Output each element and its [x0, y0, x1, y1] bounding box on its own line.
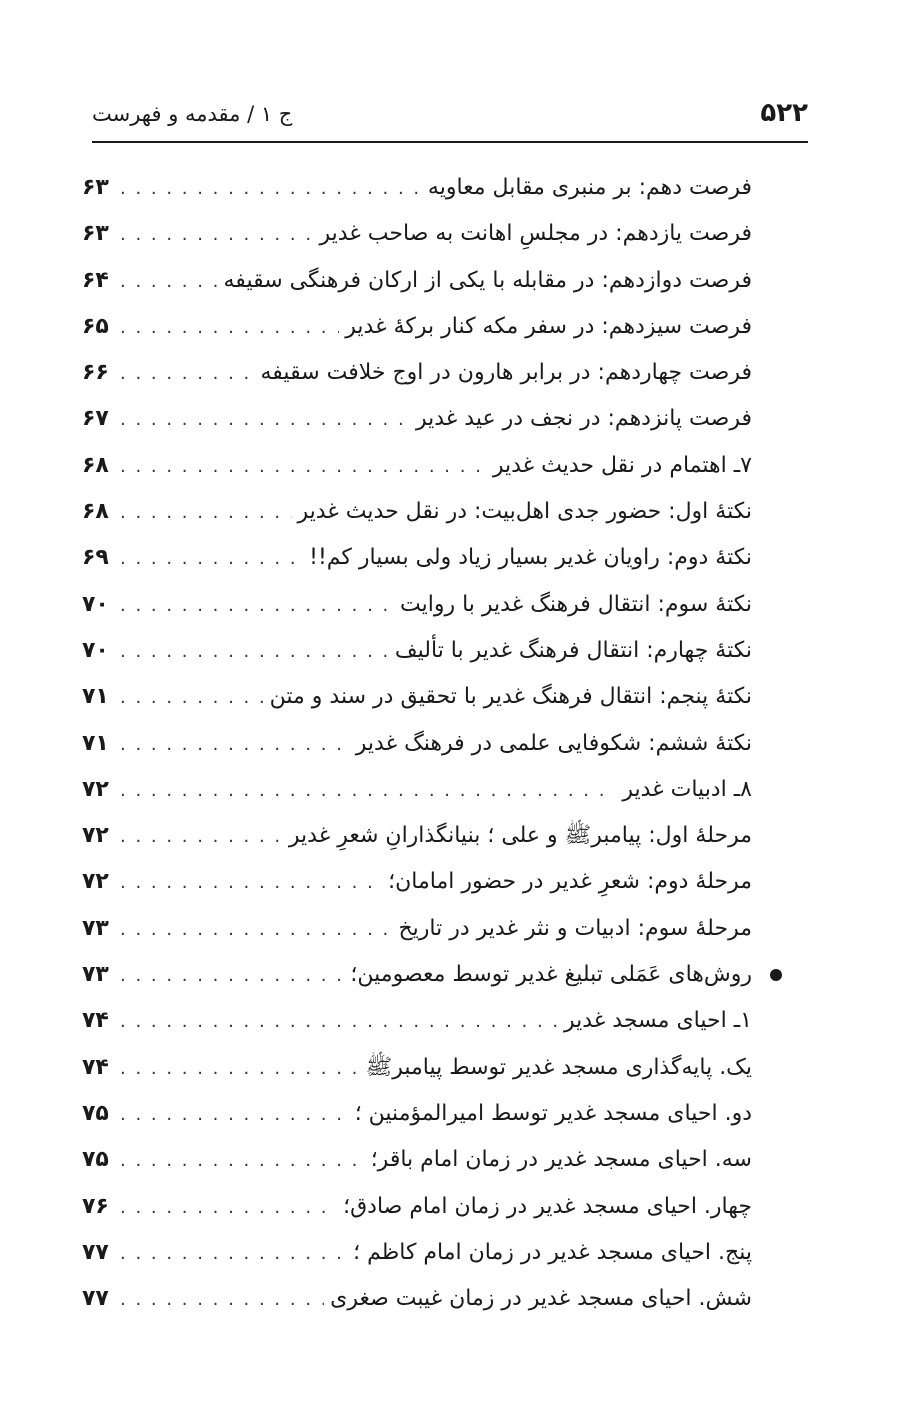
- bullet-icon: [770, 969, 782, 981]
- toc-dot-leader: [120, 863, 382, 903]
- toc-entry-title: چهار. احیای مسجد غدیر در زمان امام صادق؛: [343, 1193, 752, 1219]
- toc-entry: [82, 770, 752, 816]
- toc-dot-leader: [120, 215, 314, 255]
- header-rule: [92, 141, 808, 143]
- toc-entry-page: ۶۳: [82, 221, 109, 247]
- toc-dot-leader: [120, 725, 350, 765]
- toc-entry-title: فرصت پانزدهم: در نجف در عید غدیر: [415, 406, 752, 432]
- toc-entry-title: نکتهٔ دوم: راویان غدیر بسیار زیاد ولی بسیار کم!!: [309, 545, 752, 571]
- running-title: ج ۱ / مقدمه و فهرست: [92, 102, 293, 126]
- toc-entry-page: ۷۷: [82, 1286, 109, 1312]
- toc-entry: [82, 909, 752, 955]
- page-number: ۵۲۲: [760, 98, 808, 128]
- toc-entry: [82, 353, 752, 399]
- toc-dot-leader: [120, 169, 422, 209]
- toc-entry: [82, 862, 752, 908]
- toc-entry-page: ۷۰: [82, 591, 109, 617]
- toc-entry-page: ۷۲: [82, 776, 109, 802]
- toc-entry-page: ۶۸: [82, 452, 109, 478]
- toc-entry: [82, 492, 752, 538]
- toc-entry-page: ۷۰: [82, 637, 109, 663]
- toc-entry-page: ۶۳: [82, 175, 109, 200]
- table-of-contents: [82, 168, 752, 1325]
- toc-dot-leader: [120, 1234, 347, 1274]
- toc-entry-title: مرحلهٔ سوم: ادبیات و نثر غدیر در تاریخ: [398, 915, 752, 941]
- toc-entry-title: سه. احیای مسجد غدیر در زمان امام باقر؛: [370, 1147, 752, 1173]
- toc-entry-page: ۶۷: [82, 406, 109, 432]
- toc-entry-page: ۷۷: [82, 1239, 109, 1265]
- toc-dot-leader: [120, 678, 264, 718]
- toc-entry-page: ۶۹: [82, 545, 109, 571]
- toc-entry-page: ۷۵: [82, 1147, 109, 1173]
- toc-entry: [82, 724, 752, 770]
- toc-entry-page: ۶۴: [82, 267, 109, 293]
- toc-entry-page: ۷۱: [82, 684, 109, 710]
- toc-entry-page: ۶۶: [82, 360, 109, 386]
- toc-dot-leader: [120, 354, 255, 394]
- toc-entry: [82, 1094, 752, 1140]
- toc-entry: [82, 1279, 752, 1325]
- toc-entry-page: ۷۴: [82, 1008, 109, 1034]
- toc-entry: [82, 307, 752, 353]
- toc-entry-title: ۷ـ اهتمام در نقل حدیث غدیر: [492, 452, 752, 478]
- toc-dot-leader: [120, 1095, 349, 1135]
- toc-dot-leader: [120, 1049, 360, 1089]
- page-header: [92, 88, 808, 136]
- toc-dot-leader: [120, 539, 303, 579]
- toc-entry-page: ۷۴: [82, 1054, 109, 1080]
- toc-entry-title: نکتهٔ ششم: شکوفایی علمی در فرهنگ غدیر: [355, 730, 752, 756]
- toc-entry-title: ۱ـ احیای مسجد غدیر: [564, 1008, 752, 1034]
- toc-entry-title: فرصت دهم: بر منبری مقابل معاویه: [427, 175, 752, 200]
- toc-dot-leader: [120, 1280, 324, 1320]
- toc-entry-page: ۷۳: [82, 915, 109, 941]
- toc-entry-page: ۶۵: [82, 313, 109, 339]
- toc-entry: [82, 631, 752, 677]
- toc-entry-page: ۷۵: [82, 1100, 109, 1126]
- toc-entry-title: فرصت سیزدهم: در سفر مکه کنار برکهٔ غدیر: [345, 313, 752, 339]
- toc-entry-title: نکتهٔ پنجم: انتقال فرهنگ غدیر با تحقیق در سند و متن: [269, 684, 752, 710]
- toc-entry: [82, 1233, 752, 1279]
- toc-entry: [82, 168, 752, 214]
- toc-dot-leader: [120, 493, 292, 533]
- toc-entry: [82, 585, 752, 631]
- toc-dot-leader: [120, 1141, 365, 1181]
- toc-dot-leader: [120, 400, 410, 440]
- toc-entry-title: مرحلهٔ دوم: شعرِ غدیر در حضور امامان؛: [388, 869, 752, 895]
- toc-entry-page: ۷۶: [82, 1193, 109, 1219]
- toc-entry-title: یک. پایه‌گذاری مسجد غدیر توسط پیامبرﷺ: [365, 1054, 752, 1080]
- toc-entry-title: دو. احیای مسجد غدیر توسط امیرالمؤمنین ؛: [354, 1100, 752, 1126]
- toc-dot-leader: [120, 308, 339, 348]
- toc-entry: [82, 1048, 752, 1094]
- toc-entry: [82, 816, 752, 862]
- toc-entry: [82, 261, 752, 307]
- toc-dot-leader: [120, 262, 218, 302]
- toc-entry-title: فرصت دوازدهم: در مقابله با یکی از ارکان فرهنگی سقیفه: [223, 267, 752, 293]
- toc-entry-title: فرصت چهاردهم: در برابر هارون در اوج خلافت سقیفه: [260, 360, 752, 386]
- toc-entry-page: ۷۲: [82, 823, 109, 849]
- toc-entry: [82, 1187, 752, 1233]
- toc-entry-title: مرحلهٔ اول: پیامبرﷺ و علی ؛ بنیانگذارانِ شعرِ غدیر: [288, 823, 752, 849]
- toc-entry: [82, 955, 752, 1001]
- toc-entry: [82, 538, 752, 584]
- toc-dot-leader: [120, 910, 392, 950]
- toc-entry: [82, 214, 752, 260]
- toc-entry-title: نکتهٔ اول: حضور جدی اهل‌بیت: در نقل حدیث غدیر: [297, 499, 752, 525]
- toc-dot-leader: [120, 1188, 337, 1228]
- toc-entry: [82, 1001, 752, 1047]
- toc-dot-leader: [120, 1002, 558, 1042]
- toc-dot-leader: [120, 817, 283, 857]
- toc-dot-leader: [120, 447, 487, 487]
- toc-entry: [82, 399, 752, 445]
- toc-entry-page: ۶۸: [82, 499, 109, 525]
- toc-entry-title: شش. احیای مسجد غدیر در زمان غیبت صغری: [330, 1286, 752, 1312]
- toc-entry-title: فرصت یازدهم: در مجلسِ اهانت به صاحب غدیر: [319, 221, 752, 247]
- toc-dot-leader: [120, 956, 344, 996]
- toc-entry-page: ۷۲: [82, 869, 109, 895]
- toc-entry-title: پنج. احیای مسجد غدیر در زمان امام کاظم ؛: [353, 1239, 752, 1265]
- toc-dot-leader: [120, 632, 389, 672]
- toc-entry-title: روش‌های عَمَلی تبلیغ غدیر توسط معصومین؛: [350, 962, 752, 988]
- toc-entry-title: نکتهٔ سوم: انتقال فرهنگ غدیر با روایت: [400, 591, 752, 617]
- toc-entry-title: ۸ـ ادبیات غدیر: [622, 776, 752, 802]
- toc-entry: [82, 677, 752, 723]
- toc-dot-leader: [120, 771, 616, 811]
- toc-entry-page: ۷۳: [82, 962, 109, 988]
- toc-entry-title: نکتهٔ چهارم: انتقال فرهنگ غدیر با تألیف: [394, 637, 752, 663]
- toc-dot-leader: [120, 586, 394, 626]
- toc-entry: [82, 446, 752, 492]
- toc-entry: [82, 1140, 752, 1186]
- toc-entry-page: ۷۱: [82, 730, 109, 756]
